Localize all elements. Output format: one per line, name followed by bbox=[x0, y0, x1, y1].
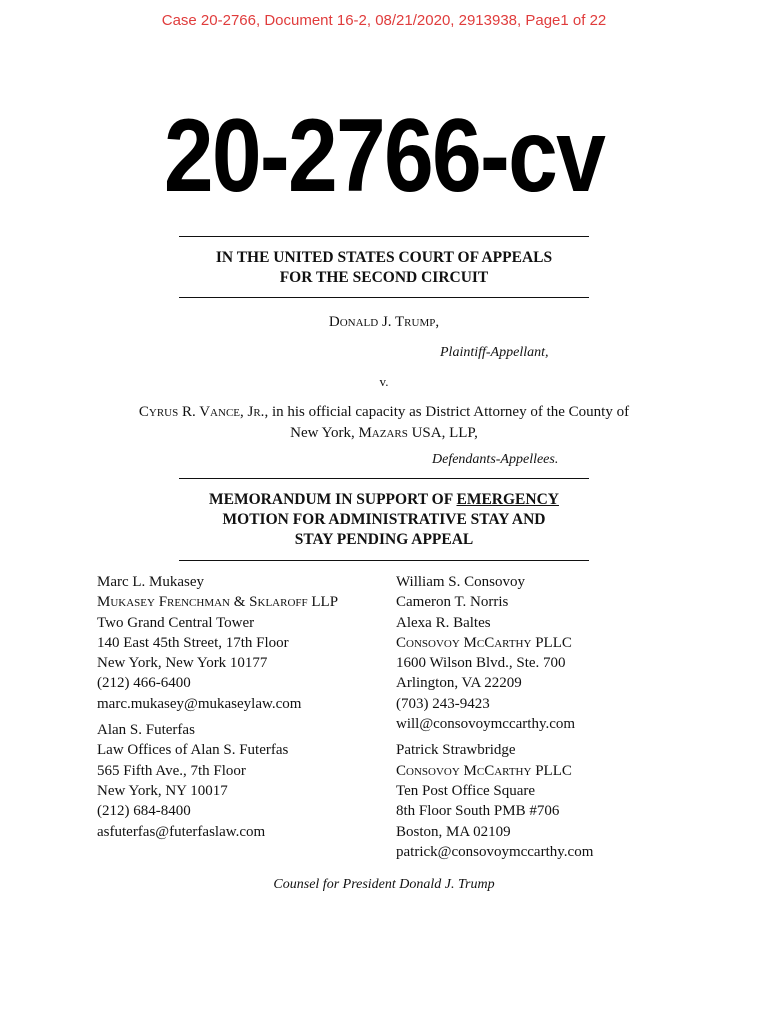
court-line-2: FOR THE SECOND CIRCUIT bbox=[279, 269, 489, 286]
counsel-block-futerfas bbox=[97, 720, 338, 842]
counsel-block-mukasey bbox=[97, 572, 338, 714]
plaintiff-name: Donald J. Trump, bbox=[328, 314, 440, 330]
right-counsel-column bbox=[396, 572, 593, 862]
counsel-line: New York, NY 10017 bbox=[97, 782, 228, 799]
defendants-line-1 bbox=[0, 402, 768, 423]
counsel-block-strawbridge bbox=[396, 740, 593, 862]
divider bbox=[179, 560, 589, 561]
counsel-line: New York, New York 10177 bbox=[97, 655, 268, 672]
counsel-line: 565 Fifth Ave., 7th Floor bbox=[97, 762, 246, 779]
defendant-vance-capacity: , in his official capacity as District Attorney of the County of bbox=[264, 404, 630, 420]
defendant-vance-name: Cyrus R. Vance, Jr. bbox=[138, 404, 265, 420]
counsel-line: Consovoy McCarthy PLLC bbox=[396, 634, 572, 651]
counsel-line: Arlington, VA 22209 bbox=[396, 675, 522, 692]
counsel-line: Law Offices of Alan S. Futerfas bbox=[97, 742, 289, 759]
defendants-block bbox=[0, 402, 768, 444]
counsel-line: 140 East 45th Street, 17th Floor bbox=[97, 634, 289, 651]
court-line-1: IN THE UNITED STATES COURT OF APPEALS bbox=[215, 249, 553, 266]
counsel-line: 1600 Wilson Blvd., Ste. 700 bbox=[396, 655, 566, 672]
counsel-email: patrick@consovoymccarthy.com bbox=[396, 843, 594, 860]
title-line-1 bbox=[0, 490, 768, 510]
defendants-line-2-start: New York, bbox=[290, 425, 359, 441]
counsel-line: Alexa R. Baltes bbox=[396, 614, 491, 631]
defendant-mazars-name: Mazars USA bbox=[358, 425, 442, 441]
counsel-for: Counsel for President Donald J. Trump bbox=[273, 877, 495, 892]
counsel-line: Ten Post Office Square bbox=[396, 782, 536, 799]
divider bbox=[179, 478, 589, 479]
title-line-3: STAY PENDING APPEAL bbox=[294, 531, 474, 548]
counsel-block-consovoy bbox=[396, 572, 593, 734]
counsel-line: Consovoy McCarthy PLLC bbox=[396, 762, 572, 779]
counsel-email: asfuterfas@futerfaslaw.com bbox=[97, 823, 266, 840]
counsel-line: Mukasey Frenchman & Sklaroff LLP bbox=[97, 594, 339, 611]
counsel-line: Marc L. Mukasey bbox=[97, 574, 205, 590]
counsel-line: (212) 466-6400 bbox=[97, 675, 191, 692]
counsel-email: marc.mukasey@mukaseylaw.com bbox=[97, 695, 302, 712]
case-header-stamp: Case 20-2766, Document 16-2, 08/21/2020, 2913938, Page1 of 22 bbox=[161, 12, 607, 29]
counsel-line: Alan S. Futerfas bbox=[97, 722, 195, 739]
counsel-line: (703) 243-9423 bbox=[396, 695, 490, 712]
counsel-line: (212) 684-8400 bbox=[97, 803, 191, 820]
defendants-role: Defendants-Appellees. bbox=[432, 452, 559, 467]
counsel-line: Patrick Strawbridge bbox=[396, 742, 516, 759]
counsel-line: William S. Consovoy bbox=[396, 574, 525, 590]
court-caption bbox=[0, 248, 768, 288]
counsel-line: Cameron T. Norris bbox=[396, 594, 509, 611]
left-counsel-column bbox=[97, 572, 338, 842]
divider bbox=[179, 236, 589, 237]
defendants-line-2-end: , LLP, bbox=[441, 425, 478, 441]
title-line-2: MOTION FOR ADMINISTRATIVE STAY AND bbox=[222, 511, 546, 528]
counsel-line: 8th Floor South PMB #706 bbox=[396, 803, 560, 820]
divider bbox=[179, 297, 589, 298]
counsel-email: will@consovoymccarthy.com bbox=[396, 716, 576, 733]
plaintiff-role: Plaintiff-Appellant, bbox=[440, 345, 549, 360]
document-title bbox=[0, 490, 768, 550]
docket-number: 20-2766-cv bbox=[163, 98, 605, 214]
versus: v. bbox=[379, 374, 389, 389]
title-line-1-text: MEMORANDUM IN SUPPORT OF bbox=[209, 491, 457, 508]
defendants-line-2 bbox=[0, 423, 768, 444]
title-emergency: EMERGENCY bbox=[456, 491, 559, 508]
counsel-line: Boston, MA 02109 bbox=[396, 823, 511, 840]
counsel-line: Two Grand Central Tower bbox=[97, 614, 255, 631]
